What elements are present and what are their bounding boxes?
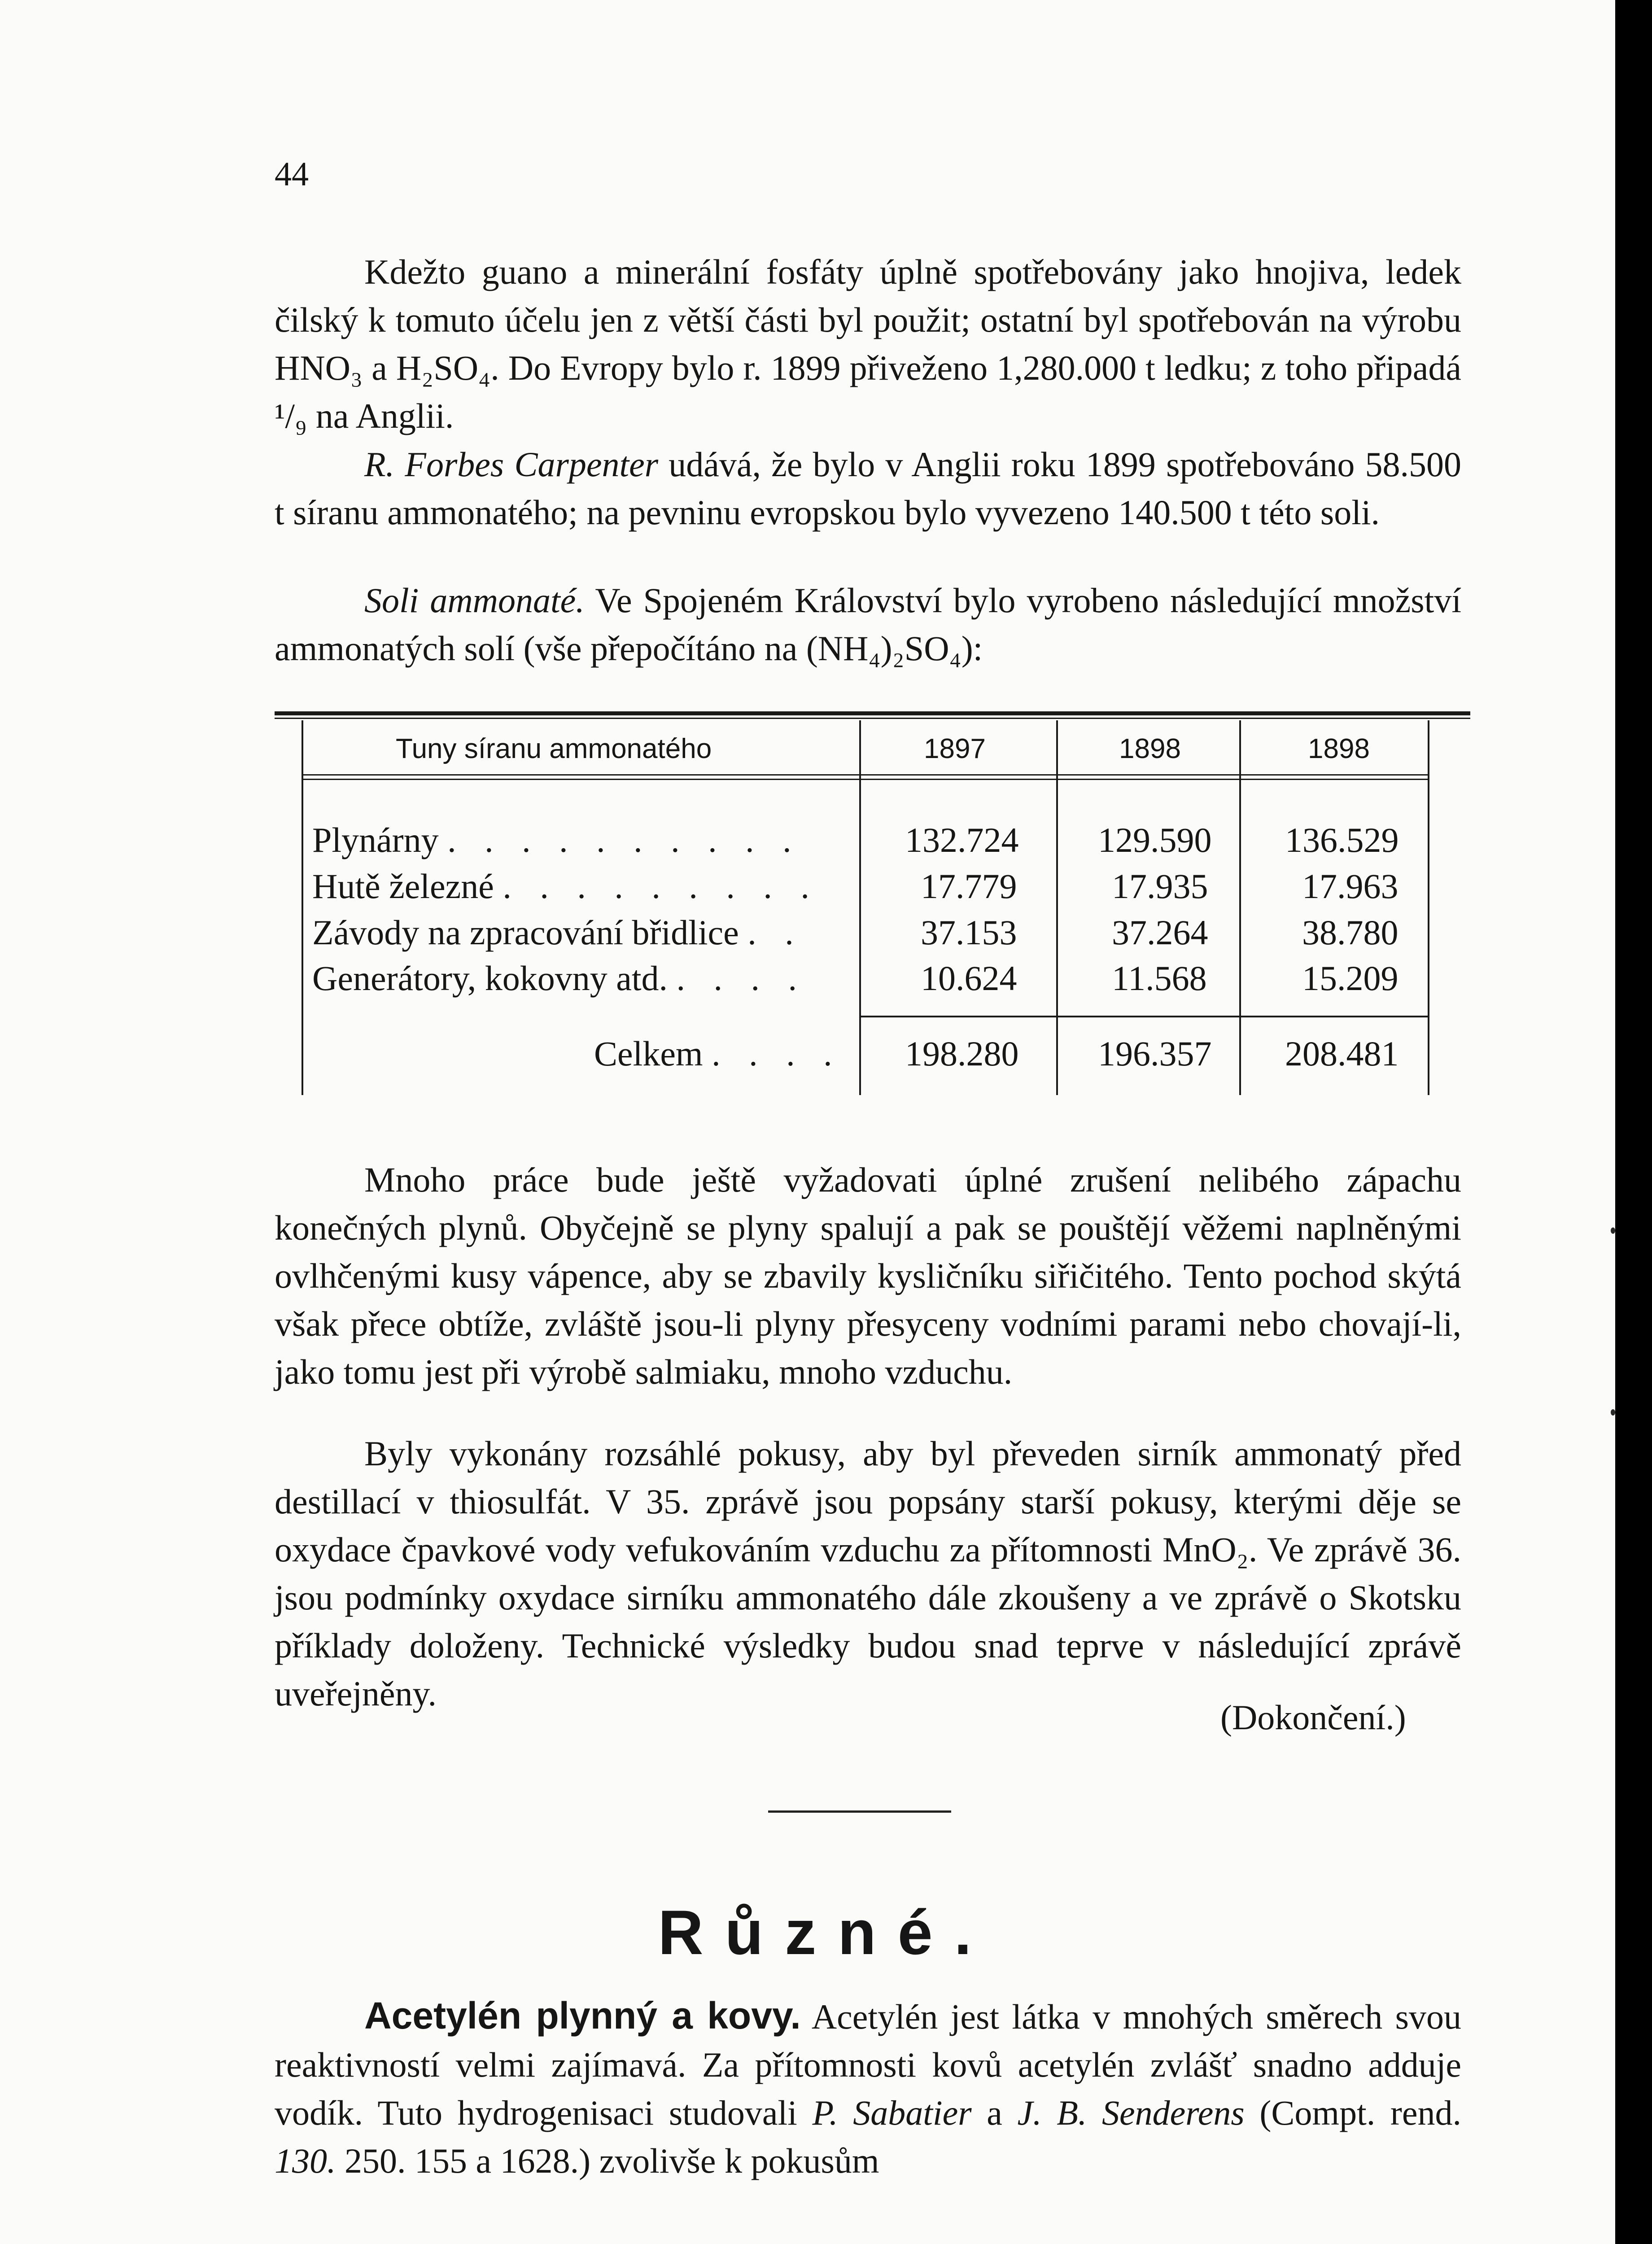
table-cell: 129.590: [1098, 820, 1212, 859]
table-row-label: Hutě železné . . . . . . . . .: [312, 867, 819, 906]
table-cell: 17.935: [1112, 867, 1208, 906]
acetylen-heading: Acetylén plynný a kovy.: [364, 1994, 801, 2037]
table-col-divider-2: [1056, 720, 1058, 1095]
table-right-border: [1428, 720, 1429, 1095]
paragraph-guano: Kdežto guano a minerální fosfáty úplně spotřebovány jako hnojiva, ledek čilský k tomuto účelu jen z větší části byl použit; ostatní byl spotřebován na výrobu HNO₃ a H₂SO₄. Do Evropy bylo r. 1899 přiveženo 1,280.000 t ledku; z toho připadá ¹/₉ na Anglii.: [275, 252, 1461, 435]
table-col-divider-1: [859, 720, 861, 1095]
margin-mark: [1611, 1227, 1615, 1234]
closing-note: (Dokončení.): [1220, 1698, 1406, 1737]
table-header-year-3: 1898: [1308, 733, 1370, 764]
table-cell: 132.724: [905, 820, 1019, 859]
table-col-divider-3: [1239, 720, 1241, 1095]
table-cell: 17.779: [921, 867, 1017, 906]
table-total-label: Celkem . . . .: [594, 1034, 842, 1073]
ammonium-sulfate-table: [275, 711, 1470, 1095]
paragraph-acetylen: [275, 1992, 1461, 2185]
table-header-rule: [302, 774, 1429, 776]
table-total-rule: [859, 1016, 1429, 1017]
table-top-rule-thin: [275, 718, 1470, 719]
acetylen-text-d: 250. 155 a 1628.) zvolivše k pokusům: [336, 2141, 879, 2180]
author-carpenter: R. Forbes Carpenter: [364, 445, 659, 484]
table-total-cell: 198.280: [905, 1034, 1019, 1073]
table-header-year-2: 1898: [1119, 733, 1181, 764]
acetylen-text-a: Acetylén jest látka v mnohých směrech svou reaktivností velmi zajímavá. Za přítomnosti kovů acetylén zvlášť snadno adduje vodík. Tuto hydrogenisaci studovali: [275, 1997, 1461, 2132]
table-row-label: Plynárny . . . . . . . . . .: [312, 820, 801, 859]
table-row-label: Generátory, kokovny atd. . . . .: [312, 959, 807, 998]
table-header-label: Tuny síranu ammonatého: [396, 733, 712, 764]
table-header-year-1: 1897: [924, 733, 986, 764]
table-left-border: [302, 720, 303, 1095]
paragraph-pokusy: Byly vykonány rozsáhlé pokusy, aby byl převeden sirník ammonatý před destillací v thiosulfát. V 35. zprávě jsou popsány starší pokusy, kterými děje se oxydace čpavkové vody vefukováním vzduchu za přítomnosti MnO₂. Ve zprávě 36. jsou podmínky oxydace sirníku ammonatého dále zkoušeny a ve zprávě o Skotsku příklady doloženy. Technické výsledky budou snad teprve v následující zprávě uveřejněny.: [275, 1434, 1461, 1713]
margin-mark: [1611, 1409, 1615, 1416]
table-total-cell: 196.357: [1098, 1034, 1212, 1073]
table-cell: 37.153: [921, 913, 1017, 952]
acetylen-text-c: (Compt. rend.: [1244, 2093, 1461, 2132]
author-sabatier: P. Sabatier: [812, 2093, 972, 2132]
author-senderens: J. B. Senderens: [1017, 2093, 1245, 2132]
table-cell: 17.963: [1302, 867, 1399, 906]
scan-edge: [1615, 0, 1652, 2244]
volume-number: 130.: [275, 2141, 336, 2180]
paragraph-soli: [275, 576, 1461, 672]
table-row-label: Závody na zpracování břidlice . .: [312, 913, 804, 952]
paragraph-carpenter-text: udává, že bylo v Anglii roku 1899 spotřebováno 58.500 t síranu ammonatého; na pevninu evropskou bylo vyvezeno 140.500 t této soli.: [275, 445, 1462, 532]
soli-ammonate-heading: Soli ammonaté.: [364, 581, 585, 620]
section-title: Různé.: [658, 1897, 993, 1968]
table-cell: 10.624: [921, 959, 1017, 998]
table-cell: 11.568: [1112, 959, 1207, 998]
table-cell: 37.264: [1112, 913, 1208, 952]
table-header-rule-2: [302, 779, 1429, 780]
paragraph-soli-text: Ve Spojeném Království bylo vyrobeno následující množství ammonatých solí (vše přepočítáno na (NH₄)₂SO₄):: [275, 581, 1461, 668]
page-number: 44: [275, 155, 309, 193]
table-top-rule: [275, 711, 1470, 715]
table-cell: 15.209: [1302, 959, 1399, 998]
table-total-cell: 208.481: [1285, 1034, 1399, 1073]
paragraph-carpenter: [275, 440, 1461, 536]
table-cell: 38.780: [1302, 913, 1399, 952]
section-divider: [768, 1810, 951, 1813]
table-cell: 136.529: [1285, 820, 1399, 859]
acetylen-text-b: a: [971, 2093, 1018, 2132]
paragraph-zapach: Mnoho práce bude ještě vyžadovati úplné zrušení nelibého zápachu konečných plynů. Obyčejně se plyny spalují a pak se pouštějí věžemi naplněnými ovlhčenými kusy vápence, aby se zbavily kysličníku siřičitého. Tento pochod skýtá však přece obtíže, zvláště jsou-li plyny přesyceny vodními parami nebo chovají-li, jako tomu jest při výrobě salmiaku, mnoho vzduchu.: [275, 1160, 1461, 1391]
